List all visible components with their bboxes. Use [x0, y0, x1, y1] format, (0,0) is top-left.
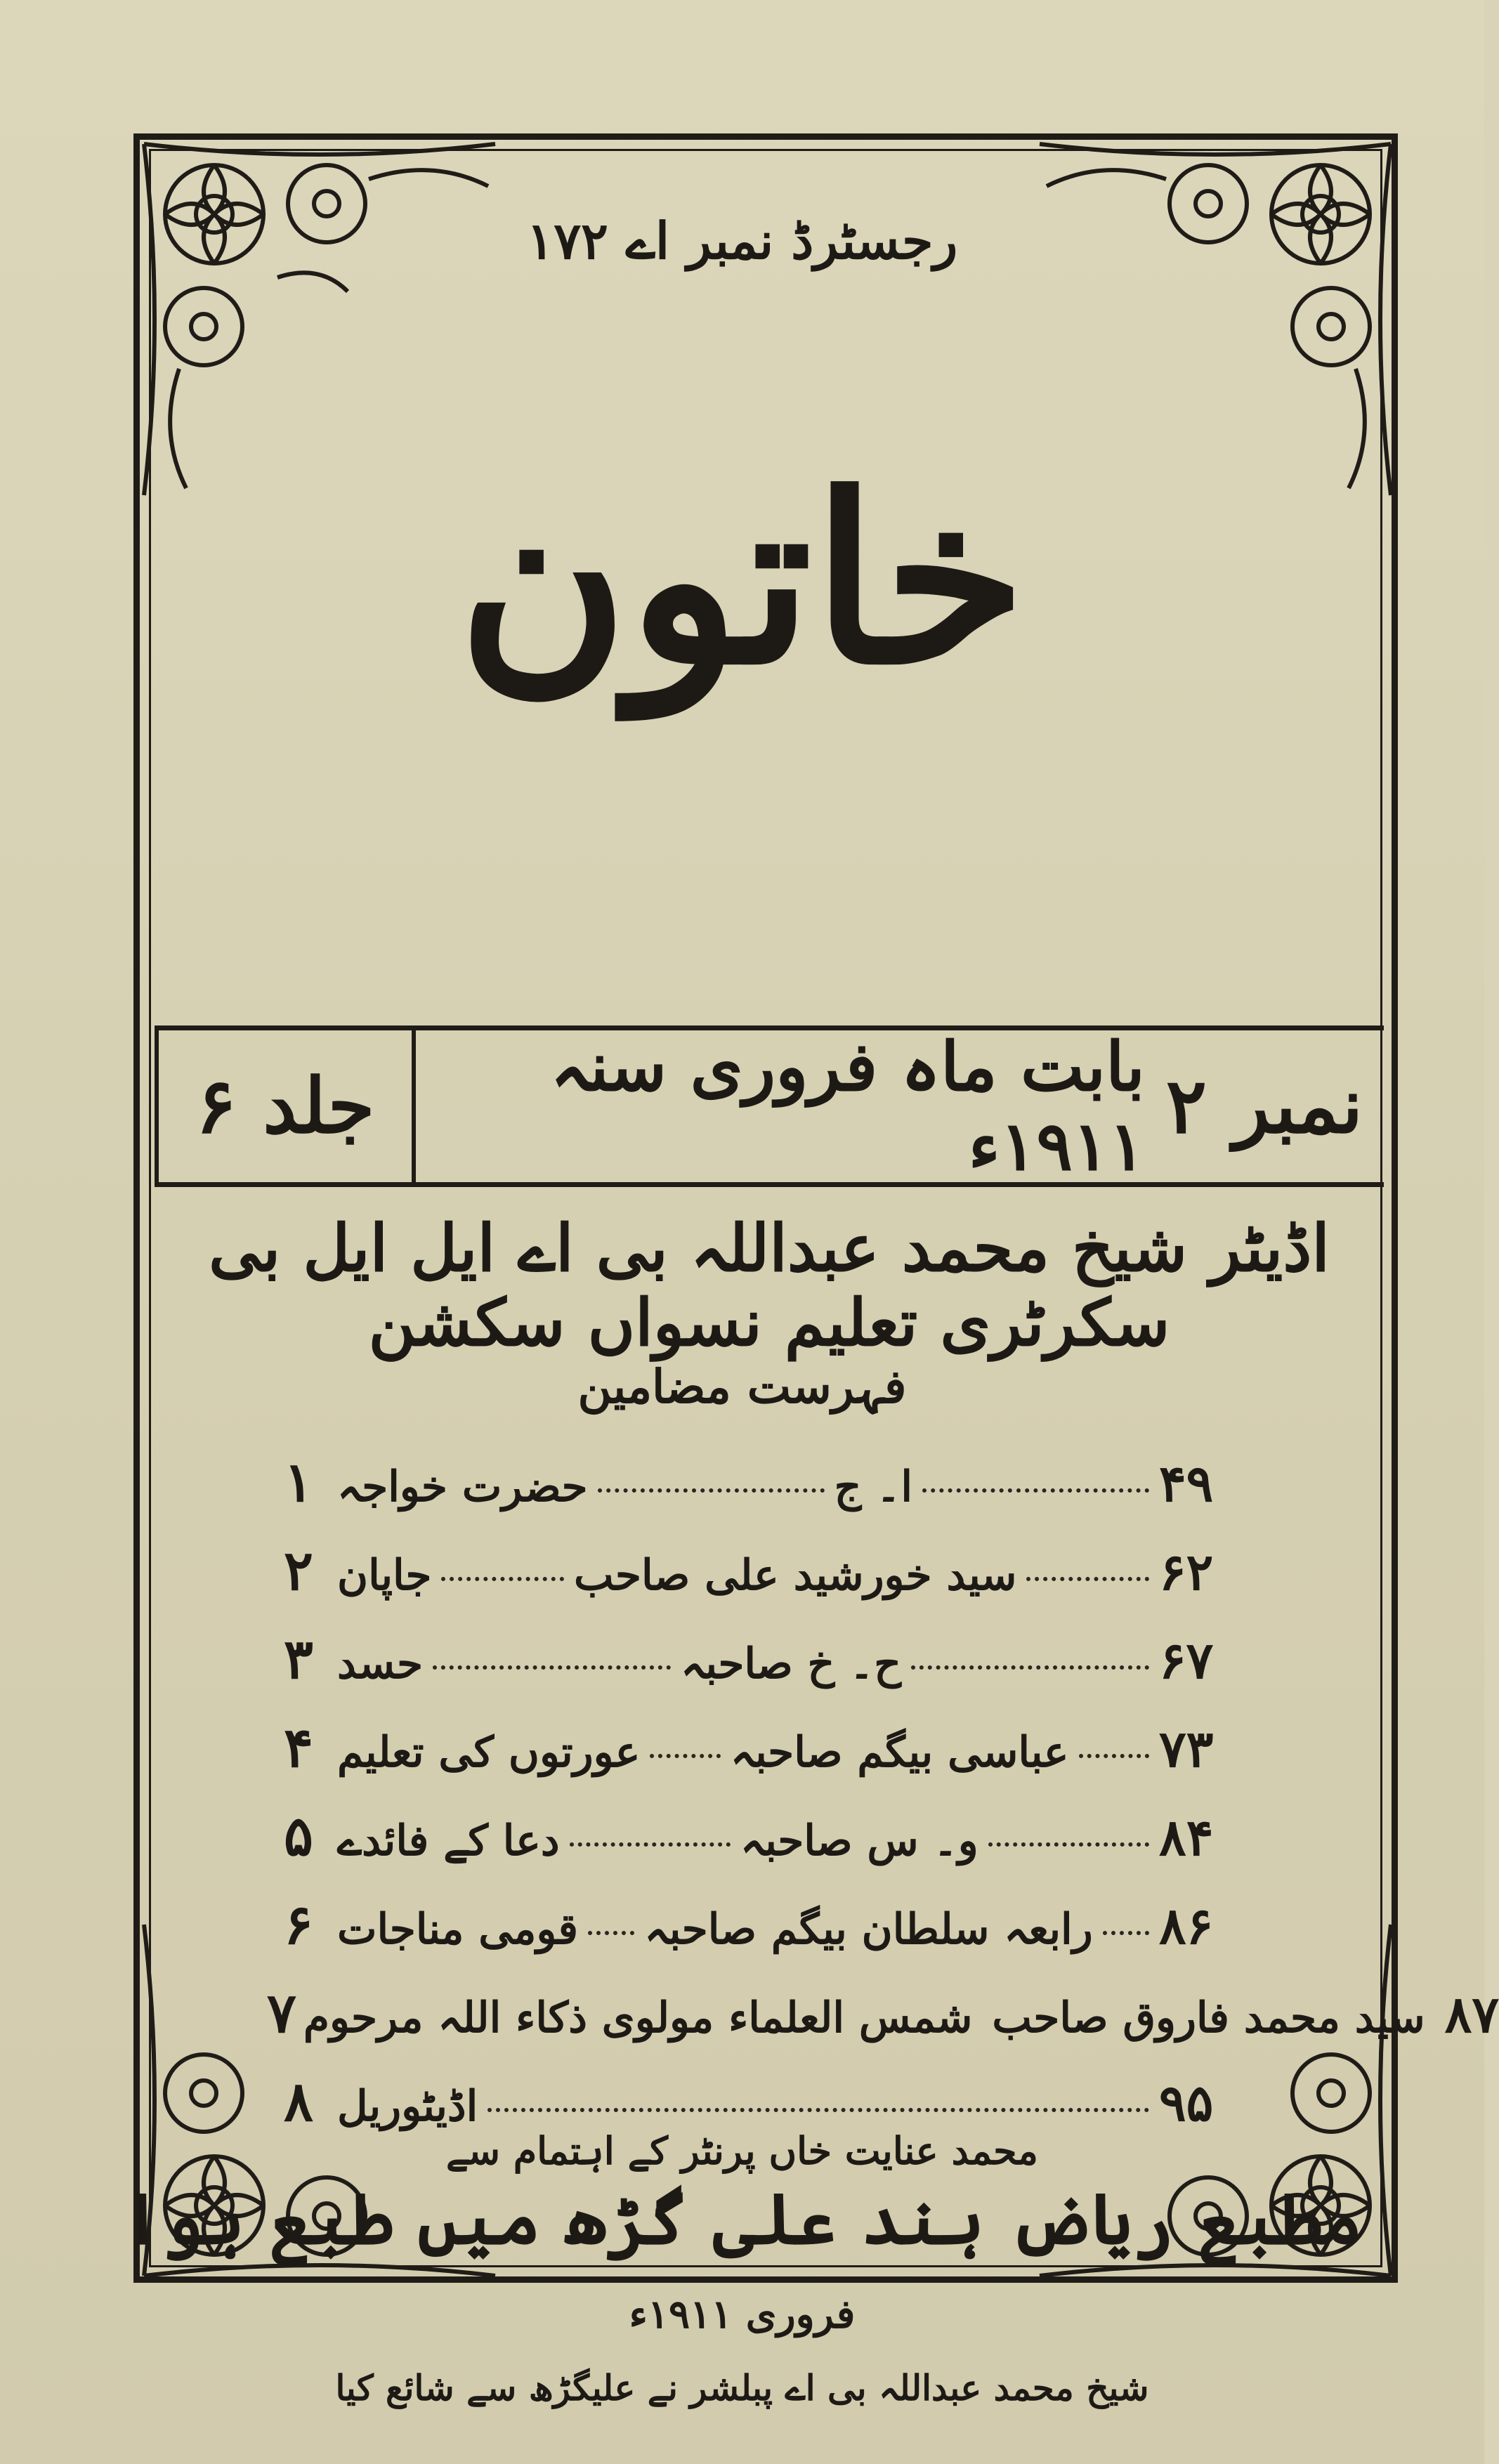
toc-item-author: عباسی بیگم صاحبہ	[730, 1728, 1069, 1777]
toc-item-page: ۸۴	[1159, 1807, 1214, 1867]
toc-item-page: ۹۵	[1159, 2073, 1214, 2132]
toc-item-number: ۷	[267, 1981, 296, 2045]
toc-item-page: ۸۶	[1159, 1896, 1214, 1955]
toc-item-page: ۸۷	[1444, 1984, 1499, 2044]
leader-dots	[487, 2108, 1149, 2112]
toc-row	[267, 1716, 1264, 1804]
toc-item-page: ۶۲	[1159, 1542, 1214, 1601]
toc-item-number: ۲	[284, 1539, 313, 1603]
toc-item-number: ۳	[284, 1627, 313, 1691]
toc-row	[267, 1450, 1264, 1539]
toc-item-author: ا۔ ج	[834, 1462, 913, 1512]
leader-dots	[598, 1488, 825, 1493]
toc-item-number: ۵	[284, 1804, 313, 1868]
toc-item-author: رابعہ سلطان بیگم صاحبہ	[644, 1905, 1093, 1954]
press-name: مطبع ریاض ہند علی گڑھ میں طبع ہوا	[121, 2177, 1363, 2260]
contents-heading: فہرست مضامین	[577, 1359, 907, 1414]
toc-item-author: سید خورشید علی صاحب	[574, 1551, 1017, 1600]
leader-dots	[911, 1665, 1149, 1670]
toc-row	[267, 1893, 1264, 1981]
toc-item-author: سید محمد فاروق صاحب	[992, 1993, 1425, 2043]
leader-dots	[1103, 1931, 1149, 1935]
toc-item-title: عورتوں کی تعلیم	[337, 1728, 641, 1777]
toc-item-title: دعا کے فائدے	[337, 1816, 560, 1866]
toc-item-title: جاپان	[337, 1551, 432, 1600]
toc-item-title: قومی مناجات	[337, 1905, 579, 1954]
toc-item-title: اڈیٹوریل	[337, 2082, 478, 2131]
toc-item-number: ۶	[284, 1893, 313, 1957]
leader-dots	[1026, 1577, 1149, 1581]
toc-item-number: ۴	[284, 1716, 313, 1780]
toc-row	[267, 1981, 1499, 2070]
leader-dots	[433, 1665, 671, 1670]
leader-dots	[570, 1842, 731, 1847]
editor-line: اڈیٹر شیخ محمد عبداللہ بی اے ایل ایل بی سکرٹری تعلیم نسواں سکشن	[209, 1210, 1330, 1361]
toc-item-author: و۔ س صاحبہ	[740, 1816, 978, 1866]
toc-item-number: ۸	[284, 2070, 313, 2134]
floral-corner-ornament-icon	[1033, 137, 1398, 502]
leader-dots	[988, 1842, 1149, 1847]
masthead-title: خاتون	[457, 443, 1027, 716]
toc-item-title: حضرت خواجہ	[337, 1462, 588, 1512]
print-date: فروری ۱۹۱۱ء	[629, 2291, 856, 2338]
leader-dots	[588, 1931, 634, 1935]
publisher-line: شیخ محمد عبداللہ بی اے پبلشر نے علیگڑھ سے شائع کیا	[335, 2367, 1149, 2409]
toc-row	[267, 1539, 1264, 1627]
toc-item-title: شمس العلماء مولوی ذکاء اللہ مرحوم	[303, 1993, 973, 2043]
leader-dots	[441, 1577, 564, 1581]
toc-item-number: ۱	[284, 1450, 313, 1514]
toc-item-title: حسد	[337, 1639, 424, 1689]
printer-credit: محمد عنایت خاں پرنٹر کے اہتمام سے	[446, 2128, 1038, 2173]
toc-item-page: ۷۳	[1159, 1719, 1214, 1778]
registration-number: رجسٹرڈ نمبر اے ۱۷۲	[526, 211, 958, 270]
toc-row	[267, 1804, 1264, 1893]
floral-corner-ornament-icon	[137, 137, 502, 502]
toc-row	[267, 1627, 1264, 1716]
issue-info-bar	[155, 1025, 1384, 1187]
table-of-contents	[267, 1450, 1499, 2158]
issue-date: بابت ماہ فروری سنہ ۱۹۱۱ء	[412, 1030, 1145, 1182]
leader-dots	[650, 1754, 720, 1758]
toc-item-page: ۴۹	[1159, 1453, 1214, 1513]
toc-item-author: ح۔ خ صاحبہ	[681, 1639, 902, 1689]
volume-label: جلد ۶	[155, 1030, 412, 1182]
issue-number: نمبر ۲	[1165, 1062, 1363, 1151]
leader-dots	[1079, 1754, 1149, 1758]
toc-item-page: ۶۷	[1159, 1630, 1214, 1690]
leader-dots	[922, 1488, 1149, 1493]
